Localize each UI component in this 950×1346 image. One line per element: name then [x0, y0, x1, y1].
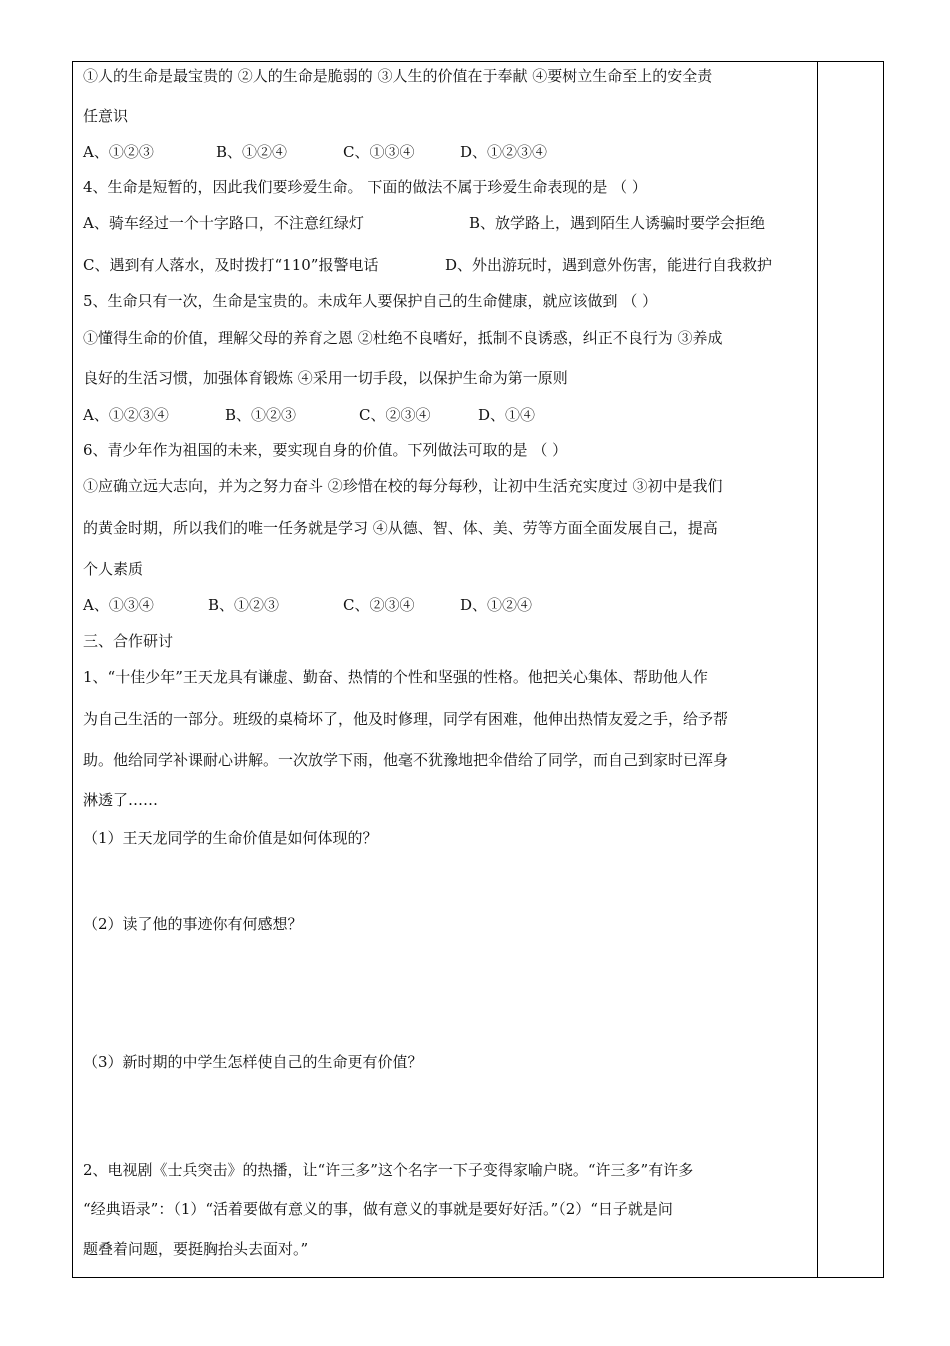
q3-statements-line-2: 任意识: [83, 107, 129, 125]
q4-option-a: A、骑车经过一个十字路口，不注意红绿灯: [83, 214, 364, 232]
q6-stem: 6、青少年作为祖国的未来，要实现自身的价值。下列做法可取的是 （ ）: [83, 441, 568, 459]
worksheet-table: [72, 61, 884, 1278]
q5-statements-line-2: 良好的生活习惯，加强体育锻炼 ④采用一切手段，以保护生命为第一原则: [83, 369, 568, 387]
q3-option-b: B、①②④: [216, 143, 288, 161]
case1-line-3: 助。他给同学补课耐心讲解。一次放学下雨，他毫不犹豫地把伞借给了同学，而自己到家时已浑身: [83, 751, 729, 769]
case2-line-1: 2、电视剧《士兵突击》的热播，让“许三多”这个名字一下子变得家喻户晓。“许三多”有许多: [83, 1161, 694, 1179]
notes-column-divider: [817, 62, 818, 1277]
q5-option-a: A、①②③④: [83, 406, 169, 424]
q6-option-c: C、②③④: [343, 596, 415, 614]
q5-option-b: B、①②③: [225, 406, 297, 424]
q6-option-d: D、①②④: [460, 596, 533, 614]
q5-option-c: C、②③④: [359, 406, 431, 424]
case2-line-3: 题叠着问题，要挺胸抬头去面对。”: [83, 1240, 309, 1258]
q4-option-b: B、放学路上，遇到陌生人诱骗时要学会拒绝: [469, 214, 766, 232]
case1-question-3: （3）新时期的中学生怎样使自己的生命更有价值？: [83, 1053, 423, 1071]
q4-stem: 4、生命是短暂的，因此我们要珍爱生命。 下面的做法不属于珍爱生命表现的是 （ ）: [83, 178, 647, 196]
q6-statements-line-3: 个人素质: [83, 560, 144, 578]
case1-line-4: 淋透了……: [83, 791, 159, 809]
q3-option-d: D、①②③④: [460, 143, 548, 161]
q6-statements-line-1: ①应确立远大志向，并为之努力奋斗 ②珍惜在校的每分每秒，让初中生活充实度过 ③初中是我们: [83, 477, 723, 495]
q6-option-b: B、①②③: [208, 596, 280, 614]
case2-line-2: “经典语录”：（1）“活着要做有意义的事，做有意义的事就是要好好活。”（2）“日子就是问: [83, 1200, 673, 1218]
q3-statements-line-1: ①人的生命是最宝贵的 ②人的生命是脆弱的 ③人生的价值在于奉献 ④要树立生命至上的安全责: [83, 67, 713, 85]
q5-stem: 5、生命只有一次，生命是宝贵的。未成年人要保护自己的生命健康，就应该做到 （ ）: [83, 292, 658, 310]
q5-option-d: D、①④: [478, 406, 536, 424]
case1-question-2: （2）读了他的事迹你有何感想？: [83, 915, 303, 933]
case1-line-1: 1、“十佳少年”王天龙具有谦虚、勤奋、热情的个性和坚强的性格。他把关心集体、帮助他人作: [83, 668, 708, 686]
case1-question-1: （1）王天龙同学的生命价值是如何体现的？: [83, 829, 378, 847]
section-heading: 三、合作研讨: [83, 632, 174, 650]
q6-statements-line-2: 的黄金时期，所以我们的唯一任务就是学习 ④从德、智、体、美、劳等方面全面发展自己，提高: [83, 519, 718, 537]
case1-line-2: 为自己生活的一部分。班级的桌椅坏了，他及时修理，同学有困难，他伸出热情友爱之手，给予帮: [83, 710, 729, 728]
q5-statements-line-1: ①懂得生命的价值，理解父母的养育之恩 ②杜绝不良嗜好，抵制不良诱惑，纠正不良行为 ③养成: [83, 329, 723, 347]
q4-option-d: D、外出游玩时，遇到意外伤害，能进行自我救护: [445, 256, 773, 274]
q3-option-c: C、①③④: [343, 143, 415, 161]
q6-option-a: A、①③④: [83, 596, 154, 614]
q3-option-a: A、①②③: [83, 143, 154, 161]
q4-option-c: C、遇到有人落水，及时拨打“110”报警电话: [83, 256, 379, 274]
